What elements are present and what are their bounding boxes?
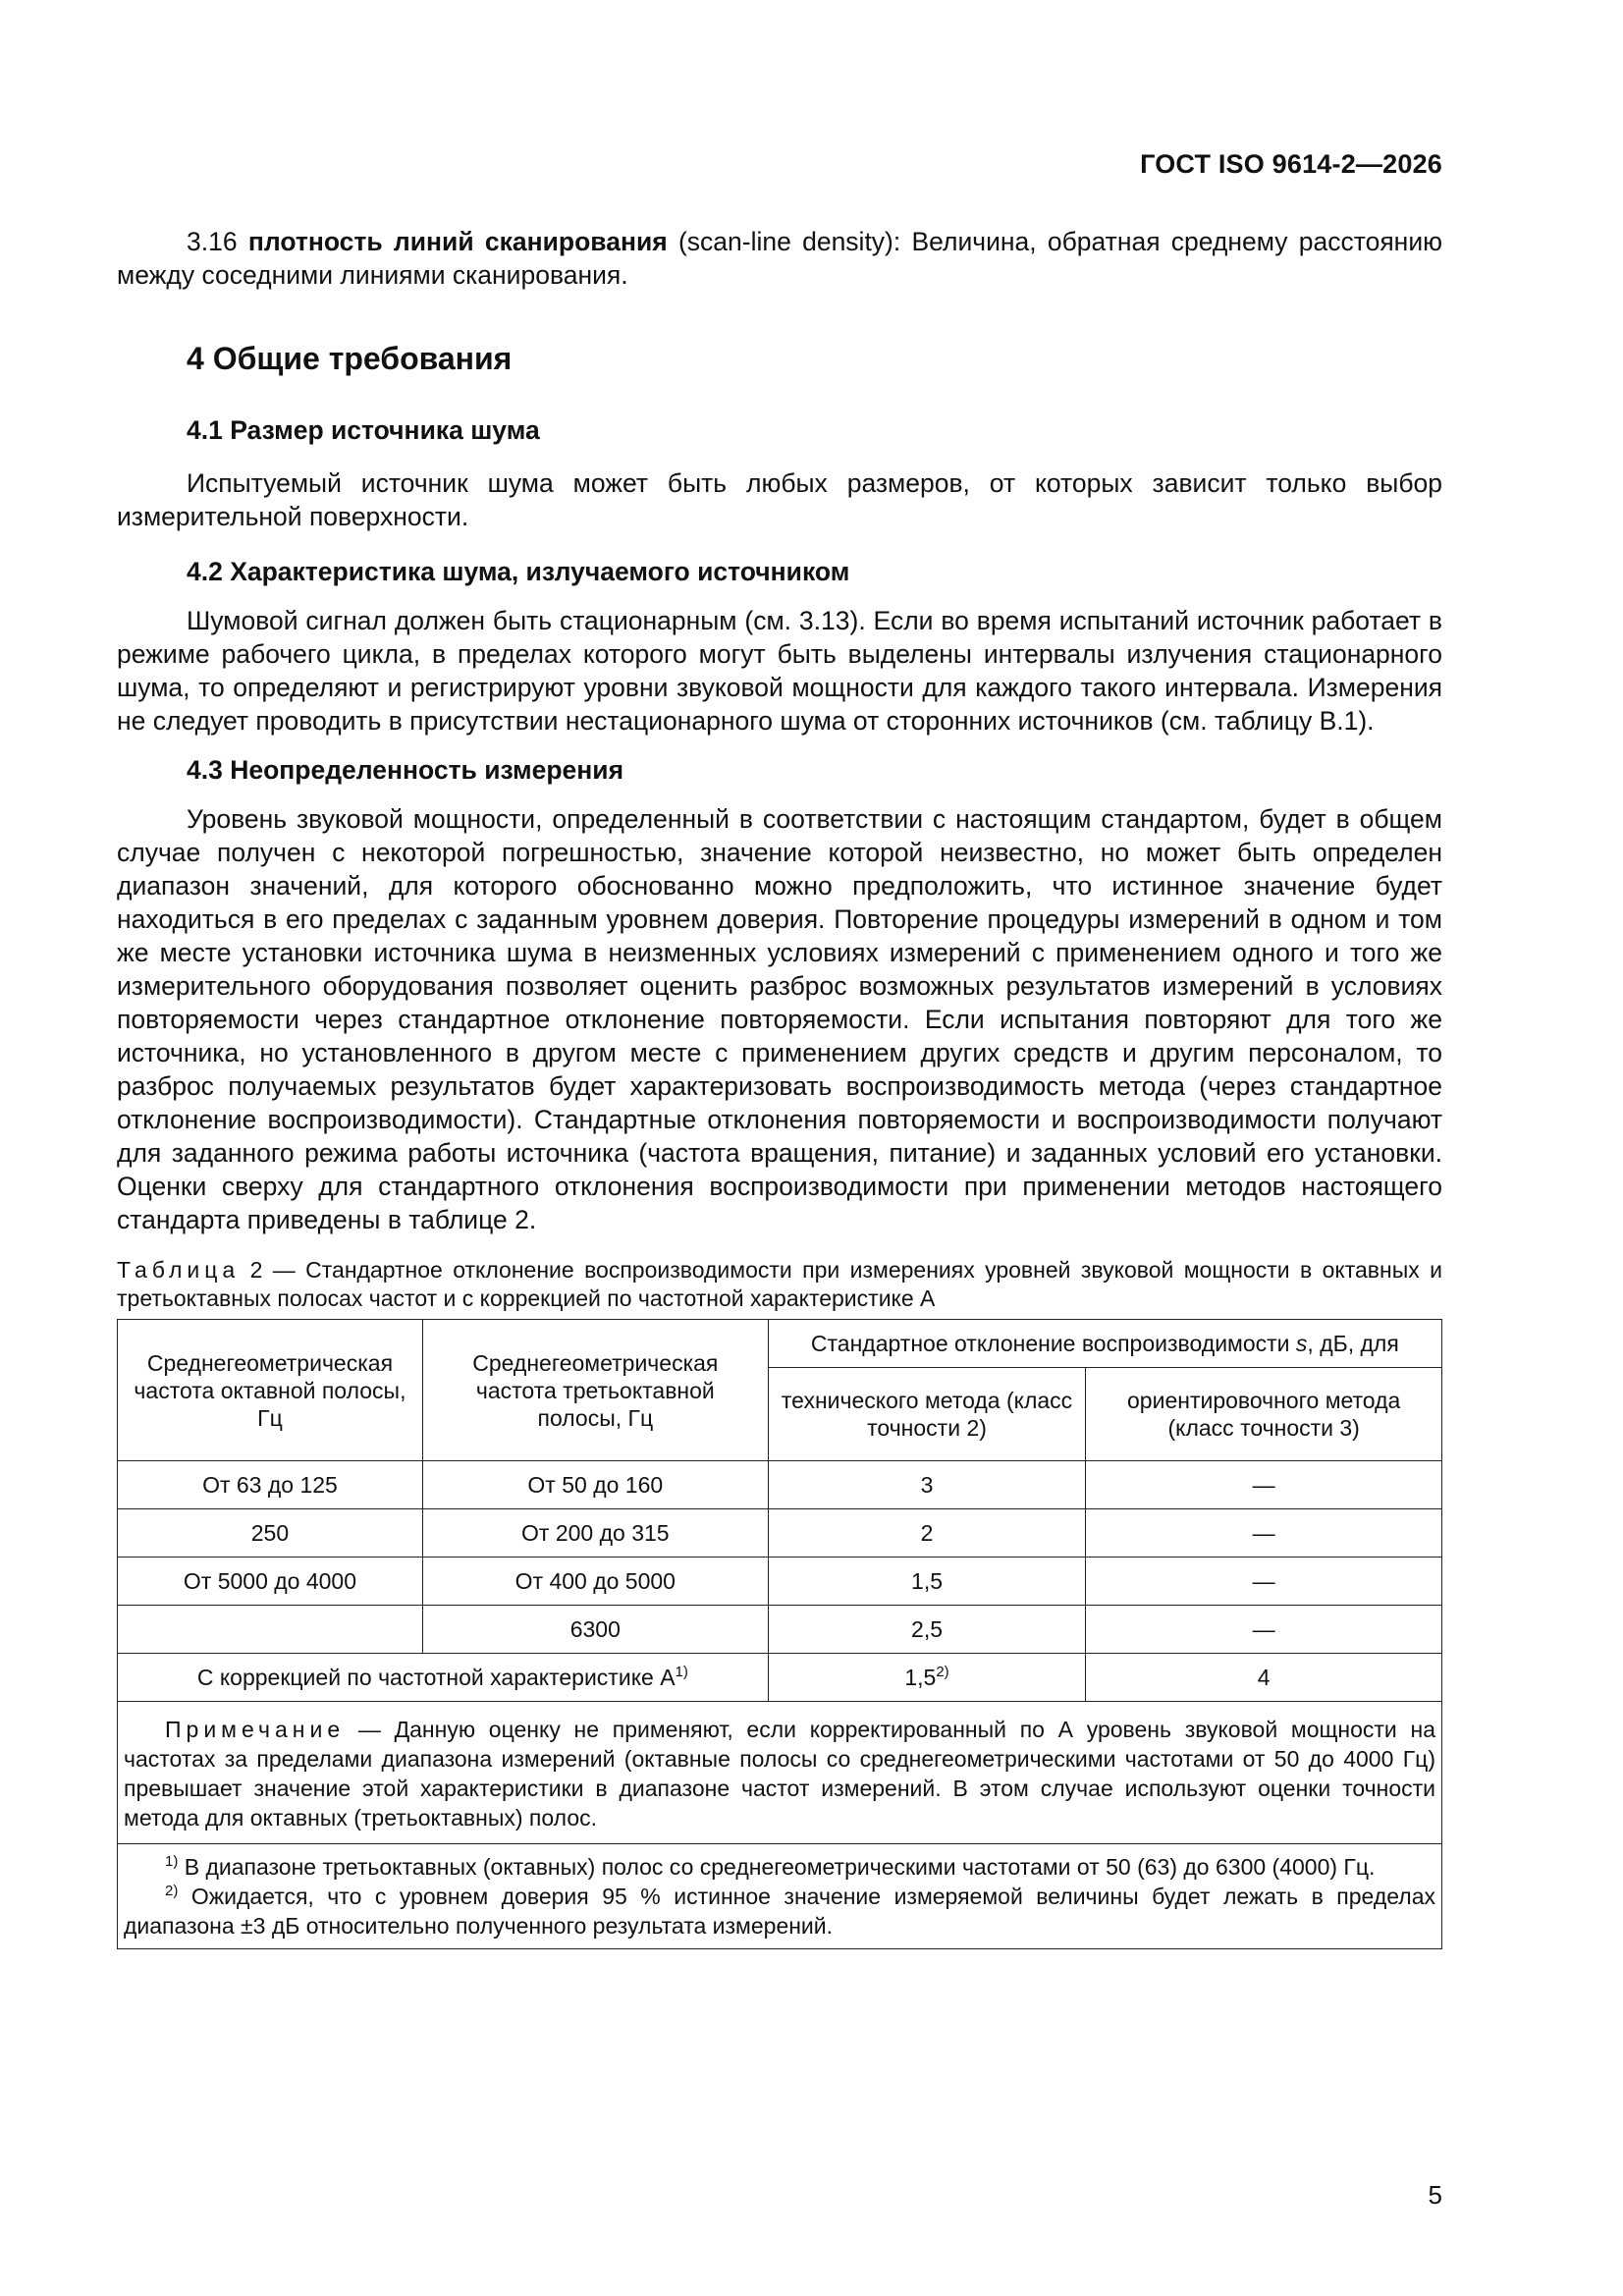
section-4-1-text: Испытуемый источник шума может быть любых размеров, от которых зависит только выбор измерительной поверхности. [117, 468, 1442, 531]
footnote-1: $^{1)}$ В диапазоне третьоктавных (октавных) полос со среднегеометрическими частотами от 50 (63) до 6300 (4000) Гц. [165, 1853, 1376, 1880]
cell-octave: От 63 до 125 [118, 1461, 423, 1509]
cell-third-octave: От 400 до 5000 [422, 1558, 768, 1606]
cell-survey: — [1086, 1509, 1442, 1558]
page-content [117, 222, 1442, 1949]
table-footnotes [118, 1844, 1442, 1949]
header-third-octave: Среднегеометрическая частота третьоктавной полосы, Гц [422, 1320, 768, 1461]
document-code: ГОСТ ISO 9614-2—2026 [1140, 149, 1442, 179]
term-number: 3.16 [187, 227, 238, 256]
cell-survey: — [1086, 1461, 1442, 1509]
cell-survey: 4 [1086, 1654, 1442, 1702]
cell-third-octave: От 200 до 315 [422, 1509, 768, 1558]
note-text: — Данную оценку не применяют, если корректированный по А уровень звуковой мощности на частотах за пределами диапазона измерений (октавные полосы со среднегеометрическими частотами от 50 до 4000 Гц) превышает значение этой характеристики в диапазоне частот измерений. В этом случае используют оценки точности метода для октавных (третьоктавных) полос. [124, 1717, 1435, 1831]
table-note [118, 1702, 1442, 1844]
table-header-row [118, 1320, 1442, 1368]
cell-octave: От 5000 до 4000 [118, 1558, 423, 1606]
table-note-row [118, 1702, 1442, 1844]
cell-technical: 2,5 [768, 1606, 1086, 1654]
term-definition: (scan-line density): Величина, обратная среднему расстоянию между соседними линиями сканирования. [117, 227, 1442, 290]
table-row [118, 1461, 1442, 1509]
cell-technical: 2 [768, 1509, 1086, 1558]
table-caption-text: 2 — Стандартное отклонение воспроизводимости при измерениях уровней звуковой мощности в октавных и третьоктавных полосах частот и с коррекцией по частотной характеристике А [117, 1257, 1442, 1311]
cell-a-weighted-label: С коррекцией по частотной характеристике $А^{1)}$ [118, 1654, 769, 1702]
table-caption-label: Таблица [117, 1257, 241, 1283]
section-4-2-heading: 4.2 Характеристика шума, излучаемого источником [187, 557, 850, 586]
cell-third-octave: 6300 [422, 1606, 768, 1654]
cell-octave: 250 [118, 1509, 423, 1558]
table-row [118, 1509, 1442, 1558]
section-4-3-heading: 4.3 Неопределенность измерения [187, 755, 624, 785]
cell-third-octave: От 50 до 160 [422, 1461, 768, 1509]
page-number: 5 [1428, 2180, 1442, 2210]
section-4-2-text: Шумовой сигнал должен быть стационарным (см. 3.13). Если во время испытаний источник работает в режиме рабочего цикла, в пределах которого могут быть выделены интервалы излучения стационарного шума, то определяют и регистрируют уровни звуковой мощности для каждого такого интервала. Измерения не следует проводить в присутствии нестационарного шума от сторонних источников (см. таблицу В.1). [117, 606, 1442, 736]
table-2 [117, 1319, 1442, 1949]
cell-technical: 3 [768, 1461, 1086, 1509]
header-reproducibility: Стандартное отклонение воспроизводимости s, дБ, для [768, 1320, 1441, 1368]
term-name: плотность линий сканирования [247, 227, 668, 256]
table-row [118, 1606, 1442, 1654]
cell-survey: — [1086, 1558, 1442, 1606]
table-footnotes-row [118, 1844, 1442, 1949]
note-label: Примечание [165, 1717, 346, 1742]
section-4-title: 4 Общие требования [187, 341, 513, 376]
section-4-1-heading: 4.1 Размер источника шума [187, 415, 540, 445]
term-3-16 [117, 225, 1442, 292]
cell-technical: 1,5 [768, 1558, 1086, 1606]
header-survey-method: ориентировочного метода (класс точности 3) [1086, 1368, 1442, 1461]
header-octave: Среднегеометрическая частота октавной полосы, Гц [118, 1320, 423, 1461]
table-2-caption [117, 1256, 1442, 1313]
section-4-3-text: Уровень звуковой мощности, определенный в соответствии с настоящим стандартом, будет в общем случае получен с некоторой погрешностью, значение которой неизвестно, но может быть определен диапазон значений, для которого обоснованно можно предположить, что истинное значение будет находиться в его пределах с заданным уровнем доверия. Повторение процедуры измерений в одном и том же месте установки источника шума в неизменных условиях измерений с применением одного и того же измерительного оборудования позволяет оценить разброс возможных результатов измерений в условиях повторяемости через стандартное отклонение повторяемости. Если испытания повторяют для того же источника, но установленного в другом месте с применением других средств и другим персоналом, то разброс получаемых результатов будет характеризовать воспроизводимость метода (через стандартное отклонение воспроизводимости). Стандартные отклонения повторяемости и воспроизводимости получают для заданного режима работы источника (частота вращения, питание) и заданных условий его установки. Оценки сверху для стандартного отклонения воспроизводимости при применении методов настоящего стандарта приведены в таблице 2. [117, 804, 1442, 1234]
table-row [118, 1558, 1442, 1606]
header-technical-method: технического метода (класс точности 2) [768, 1368, 1086, 1461]
table-row-a-weighted [118, 1654, 1442, 1702]
cell-survey: — [1086, 1606, 1442, 1654]
footnote-2: $^{2)}$ Ожидается, что с уровнем доверия 95 % истинное значение измеряемой величины будет лежать в пределах диапазона ±3 дБ относительно полученного результата измерений. [124, 1883, 1435, 1939]
cell-technical: 1,5$^{2)}$ [768, 1654, 1086, 1702]
cell-octave [118, 1606, 423, 1654]
